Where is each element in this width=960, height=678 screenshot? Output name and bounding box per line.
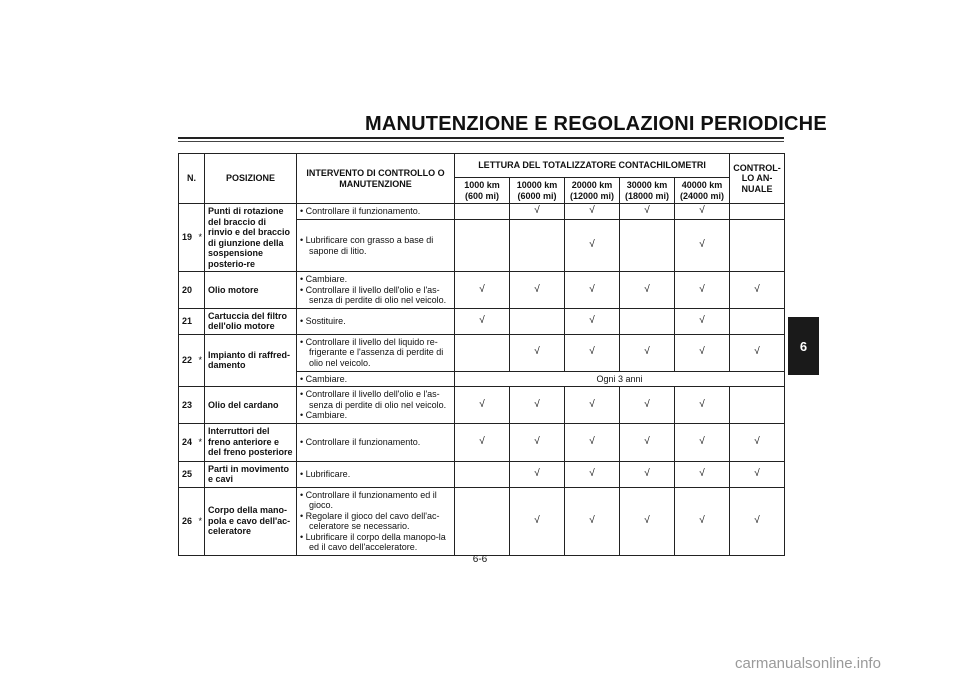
check-mark: √ bbox=[675, 308, 730, 334]
empty-cell bbox=[455, 204, 510, 220]
empty-cell bbox=[455, 220, 510, 272]
item-position: Interruttori del freno anteriore e del freno posteriore bbox=[205, 423, 297, 461]
row-number: 24 bbox=[179, 423, 197, 461]
check-mark: √ bbox=[675, 461, 730, 487]
watermark: carmanualsonline.info bbox=[735, 655, 881, 672]
table-row bbox=[179, 272, 785, 309]
header-n: N. bbox=[179, 154, 205, 204]
header-intervento: INTERVENTO DI CONTROLLO O MANUTENZIONE bbox=[297, 154, 455, 204]
table-row bbox=[179, 387, 785, 424]
check-mark: √ bbox=[620, 204, 675, 220]
table-row bbox=[179, 423, 785, 461]
item-position: Olio del cardano bbox=[205, 387, 297, 424]
check-mark: √ bbox=[620, 487, 675, 555]
dealer-service-mark bbox=[197, 387, 205, 424]
check-mark: √ bbox=[510, 204, 565, 220]
item-action: • Controllare il funzionamento. bbox=[297, 204, 455, 220]
check-mark: √ bbox=[565, 272, 620, 309]
header-km-2: 10000 km (6000 mi) bbox=[510, 178, 565, 204]
check-mark: √ bbox=[675, 204, 730, 220]
check-mark: √ bbox=[510, 387, 565, 424]
empty-cell bbox=[455, 461, 510, 487]
check-mark: √ bbox=[675, 423, 730, 461]
empty-cell bbox=[455, 334, 510, 371]
check-mark: √ bbox=[620, 461, 675, 487]
table-row bbox=[179, 334, 785, 371]
check-mark: √ bbox=[620, 272, 675, 309]
maintenance-table bbox=[178, 153, 785, 556]
check-mark: √ bbox=[510, 272, 565, 309]
item-action: • Controllare il funzionamento. bbox=[297, 423, 455, 461]
item-position: Cartuccia del filtro dell'olio motore bbox=[205, 308, 297, 334]
dealer-service-mark: * bbox=[197, 204, 205, 272]
dealer-service-mark: * bbox=[197, 423, 205, 461]
check-mark: √ bbox=[510, 461, 565, 487]
check-mark: √ bbox=[510, 487, 565, 555]
row-number: 25 bbox=[179, 461, 197, 487]
row-number: 22 bbox=[179, 334, 197, 387]
header-km-1: 1000 km (600 mi) bbox=[455, 178, 510, 204]
item-action: • Controllare il livello dell'olio e l'as-senza di perdite di olio nel veicolo. • Cambiare. bbox=[297, 387, 455, 424]
check-mark: √ bbox=[565, 334, 620, 371]
item-position: Corpo della mano-pola e cavo dell'ac-celeratore bbox=[205, 487, 297, 555]
empty-cell bbox=[620, 308, 675, 334]
check-mark: √ bbox=[675, 272, 730, 309]
title-rule bbox=[178, 137, 784, 139]
header-posizione: POSIZIONE bbox=[205, 154, 297, 204]
header-km-3: 20000 km (12000 mi) bbox=[565, 178, 620, 204]
row-number: 20 bbox=[179, 272, 197, 309]
item-position: Parti in movimento e cavi bbox=[205, 461, 297, 487]
header-controllo: CONTROL-LO AN-NUALE bbox=[730, 154, 785, 204]
row-number: 21 bbox=[179, 308, 197, 334]
dealer-service-mark bbox=[197, 272, 205, 309]
item-action: • Lubrificare. bbox=[297, 461, 455, 487]
empty-cell bbox=[455, 487, 510, 555]
check-mark: √ bbox=[675, 487, 730, 555]
check-mark: √ bbox=[455, 272, 510, 309]
table-row bbox=[179, 308, 785, 334]
empty-cell bbox=[730, 204, 785, 220]
check-mark: √ bbox=[620, 334, 675, 371]
check-mark: √ bbox=[675, 387, 730, 424]
check-mark: √ bbox=[510, 334, 565, 371]
check-mark: √ bbox=[565, 423, 620, 461]
dealer-service-mark bbox=[197, 308, 205, 334]
header-km-4: 30000 km (18000 mi) bbox=[620, 178, 675, 204]
check-mark: √ bbox=[730, 487, 785, 555]
item-action: • Sostituire. bbox=[297, 308, 455, 334]
check-mark: √ bbox=[455, 423, 510, 461]
empty-cell bbox=[510, 308, 565, 334]
check-mark: √ bbox=[675, 220, 730, 272]
item-position: Punti di rotazione del braccio di rinvio e del braccio di giunzione della sospensione posterio-re bbox=[205, 204, 297, 272]
dealer-service-mark: * bbox=[197, 334, 205, 387]
check-mark: √ bbox=[455, 308, 510, 334]
item-position: Impianto di raffred-damento bbox=[205, 334, 297, 387]
check-mark: √ bbox=[565, 220, 620, 272]
check-mark: √ bbox=[730, 423, 785, 461]
table-row bbox=[179, 461, 785, 487]
page-title: MANUTENZIONE E REGOLAZIONI PERIODICHE bbox=[365, 113, 827, 135]
item-action: • Cambiare. • Controllare il livello dell'olio e l'as-senza di perdite di olio nel veicolo. bbox=[297, 272, 455, 309]
interval-note: Ogni 3 anni bbox=[455, 371, 785, 387]
check-mark: √ bbox=[565, 487, 620, 555]
dealer-service-mark bbox=[197, 461, 205, 487]
row-number: 26 bbox=[179, 487, 197, 555]
header-lettura: LETTURA DEL TOTALIZZATORE CONTACHILOMETRI bbox=[455, 154, 730, 178]
empty-cell bbox=[510, 220, 565, 272]
check-mark: √ bbox=[620, 387, 675, 424]
empty-cell bbox=[730, 220, 785, 272]
empty-cell bbox=[620, 220, 675, 272]
chapter-tab[interactable]: 6 bbox=[788, 317, 819, 375]
check-mark: √ bbox=[730, 334, 785, 371]
check-mark: √ bbox=[565, 387, 620, 424]
row-number: 19 bbox=[179, 204, 197, 272]
table-row bbox=[179, 487, 785, 555]
row-number: 23 bbox=[179, 387, 197, 424]
table-row bbox=[179, 204, 785, 220]
check-mark: √ bbox=[565, 308, 620, 334]
check-mark: √ bbox=[675, 334, 730, 371]
item-action: • Cambiare. bbox=[297, 371, 455, 387]
title-rule-thin bbox=[178, 141, 784, 142]
dealer-service-mark: * bbox=[197, 487, 205, 555]
item-action: • Controllare il funzionamento ed il gioco. • Regolare il gioco del cavo dell'ac-celeratore se necessario. • Lubrificare il corpo della manopo-la ed il cavo dell'acceleratore. bbox=[297, 487, 455, 555]
check-mark: √ bbox=[510, 423, 565, 461]
check-mark: √ bbox=[565, 204, 620, 220]
check-mark: √ bbox=[455, 387, 510, 424]
empty-cell bbox=[730, 308, 785, 334]
header-km-5: 40000 km (24000 mi) bbox=[675, 178, 730, 204]
check-mark: √ bbox=[730, 272, 785, 309]
check-mark: √ bbox=[620, 423, 675, 461]
item-action: • Controllare il livello del liquido re-frigerante e l'assenza di perdite di olio nel veicolo. bbox=[297, 334, 455, 371]
item-action: • Lubrificare con grasso a base di sapone di litio. bbox=[297, 220, 455, 272]
check-mark: √ bbox=[565, 461, 620, 487]
empty-cell bbox=[730, 387, 785, 424]
page-number: 6-6 bbox=[472, 554, 488, 565]
check-mark: √ bbox=[730, 461, 785, 487]
item-position: Olio motore bbox=[205, 272, 297, 309]
